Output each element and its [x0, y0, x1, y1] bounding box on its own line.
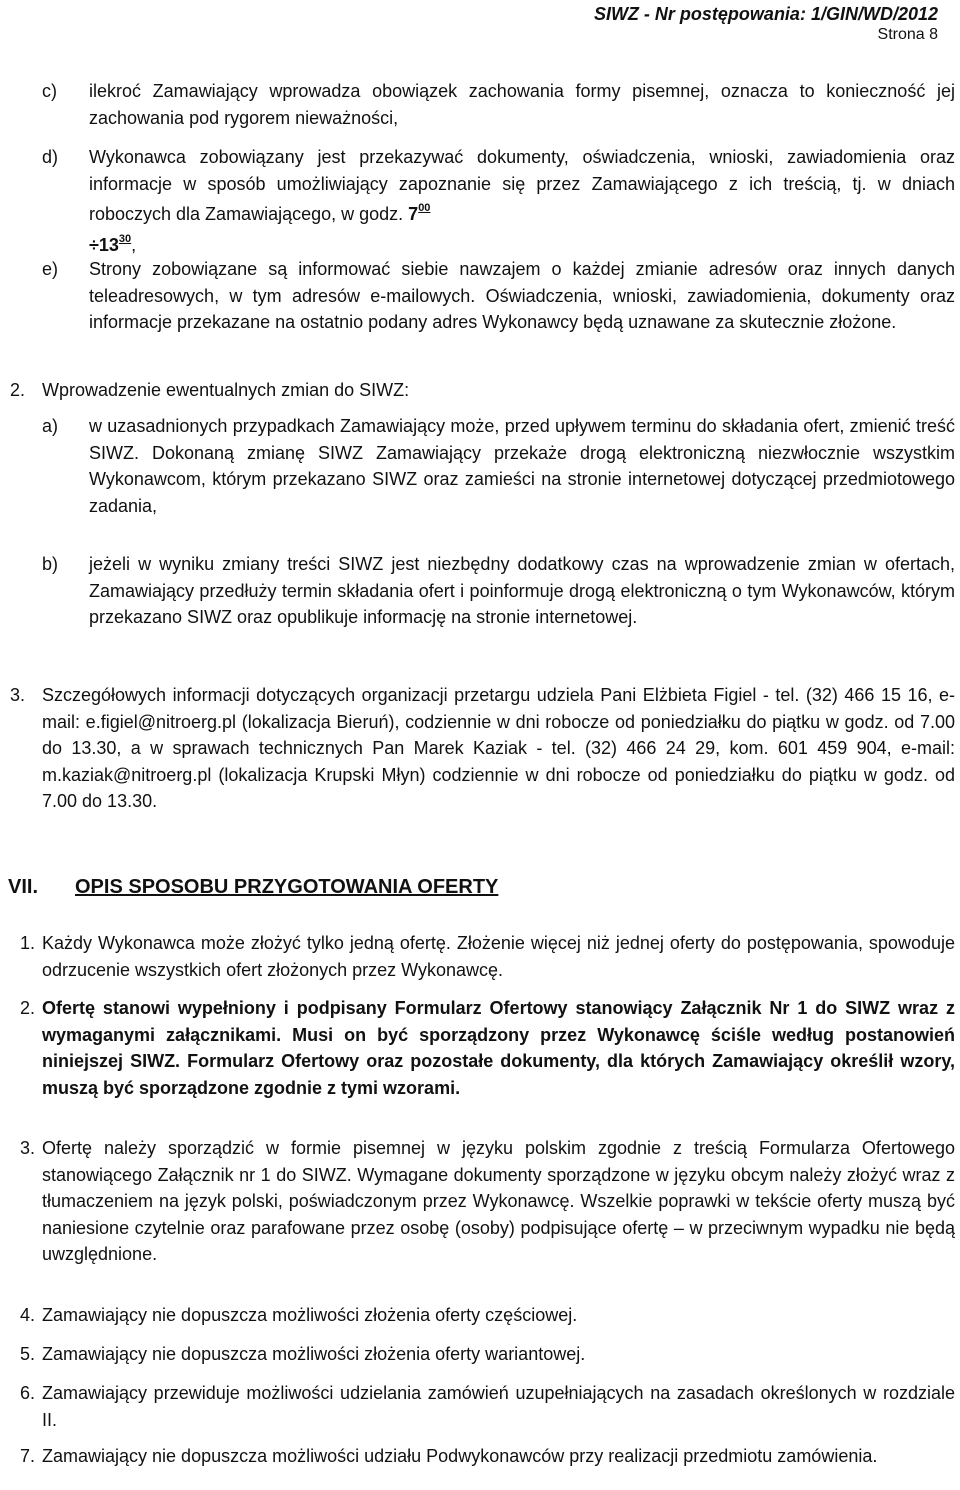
item-3-text: Szczegółowych informacji dotyczących organizacji przetargu udziela Pani Elżbieta Figiel - tel. (32) 466 15 16, e-mail: e.figiel@nitroerg.pl (lokalizacja Bieruń), codziennie w dni robocze od poniedziałku do piątku w godz. od 7.00 do 13.30, a w sprawach technicznych Pan Marek Kaziak - tel. (32) 466 24 29, kom. 601 459 904, e-mail: m.kaziak@nitroerg.pl (lokalizacja Krupski Młyn) codziennie w dni robocze od poniedziałku do piątku w godz. od 7.00 do 13.30. — [42, 685, 955, 811]
clause-d-text: Wykonawca zobowiązany jest przekazywać dokumenty, oświadczenia, wnioski, zawiadomienia oraz informacje w sposób umożliwiający zapoznanie się przez Zamawiającego z ich treścią, tj. w dniach roboczych dla Zamawiającego, w godz. — [89, 147, 955, 224]
item-2-text: Wprowadzenie ewentualnych zmian do SIWZ: — [42, 380, 410, 400]
point-5-text: Zamawiający nie dopuszcza możliwości złożenia oferty wariantowej. — [42, 1344, 586, 1364]
point-7-marker: 7. — [20, 1446, 36, 1466]
point-6-text: Zamawiający przewiduje możliwości udzielania zamówień uzupełniających na zasadach określonych w rozdziale II. — [42, 1383, 955, 1430]
point-3-marker: 3. — [20, 1138, 36, 1158]
clause-c-text: ilekroć Zamawiający wprowadza obowiązek zachowania formy pisemnej, oznacza to konieczność jej zachowania pod rygorem nieważności, — [89, 81, 955, 128]
list-marker-a: a) — [42, 416, 59, 436]
list-marker-b: b) — [42, 554, 59, 574]
point-1-text: Każdy Wykonawca może złożyć tylko jedną ofertę. Złożenie więcej niż jednej oferty do postępowania, spowoduje odrzucenie wszystkich ofert złożonych przez Wykonawcę. — [42, 933, 955, 980]
page-number: Strona 8 — [877, 26, 938, 43]
section-title: OPIS SPOSOBU PRZYGOTOWANIA OFERTY — [75, 876, 499, 898]
list-marker-d: d) — [42, 147, 59, 167]
divide-symbol: ÷ — [89, 234, 99, 255]
clause-d — [89, 144, 955, 258]
point-5-marker: 5. — [20, 1344, 36, 1364]
clause-e-text: Strony zobowiązane są informować siebie nawzajem o każdej zmianie adresów oraz innych danych teleadresowych, w tym adresów e-mailowych. Oświadczenia, wnioski, zawiadomienia, dokumenty oraz informacje przekazane na ostatnio podany adres Wykonawcy będą uznawane za skutecznie złożone. — [89, 259, 955, 332]
point-6-marker: 6. — [20, 1383, 36, 1403]
list-marker-c: c) — [42, 81, 57, 101]
item-3-marker: 3. — [10, 685, 26, 705]
hour-start: 7 — [408, 204, 419, 224]
clause-d-trail: , — [131, 234, 137, 255]
clause-b-text: jeżeli w wyniku zmiany treści SIWZ jest niezbędny dodatkowy czas na wprowadzenie zmian w ofertach, Zamawiający przedłuży termin składania ofert i poinformuje drogą elektroniczną o tym Wykonawców, którym przekazano SIWZ oraz opublikuje informację na stronie internetowej. — [89, 554, 955, 627]
minute-end: 30 — [118, 232, 132, 245]
point-7-text: Zamawiający nie dopuszcza możliwości udziału Podwykonawców przy realizacji przedmiotu zamówienia. — [42, 1446, 878, 1466]
point-2-text: Ofertę stanowi wypełniony i podpisany Formularz Ofertowy stanowiący Załącznik Nr 1 do SIWZ wraz z wymaganymi załącznikami. Musi on być sporządzony przez Wykonawcę ściśle według postanowień niniejszej SIWZ. Formularz Ofertowy oraz pozostałe dokumenty, dla których Zamawiający określił wzory, muszą być sporządzone zgodnie z tymi wzorami. — [42, 998, 955, 1098]
hour-end: 13 — [98, 234, 119, 255]
document-title: SIWZ - Nr postępowania: 1/GIN/WD/2012 — [593, 4, 938, 24]
point-2-marker: 2. — [20, 998, 36, 1018]
item-2-marker: 2. — [10, 380, 26, 400]
list-marker-e: e) — [42, 259, 59, 279]
page-header — [594, 3, 938, 45]
minute-start: 00 — [418, 202, 431, 214]
point-4-text: Zamawiający nie dopuszcza możliwości złożenia oferty częściowej. — [42, 1305, 578, 1325]
point-1-marker: 1. — [20, 933, 36, 953]
point-4-marker: 4. — [20, 1305, 36, 1325]
clause-a-text: w uzasadnionych przypadkach Zamawiający może, przed upływem terminu do składania ofert, zmienić treść SIWZ. Dokonaną zmianę SIWZ Zamawiający przekaże drogą elektroniczną niezwłocznie wszystkim Wykonawcom, którym przekazano SIWZ oraz zamieści na stronie internetowej dotyczącej przedmiotowego zadania, — [89, 416, 955, 516]
section-number: VII. — [8, 876, 39, 898]
point-3-text: Ofertę należy sporządzić w formie pisemnej w języku polskim zgodnie z treścią Formularza Ofertowego stanowiącego Załącznik nr 1 do SIWZ. Wymagane dokumenty sporządzone w języku obcym należy złożyć wraz z tłumaczeniem na język polski, poświadczonym przez Wykonawcę. Wszelkie poprawki w tekście oferty muszą być naniesione czytelnie oraz parafowane przez osobę (osoby) podpisujące ofertę – w przeciwnym wypadku nie będą uwzględnione. — [42, 1138, 955, 1264]
